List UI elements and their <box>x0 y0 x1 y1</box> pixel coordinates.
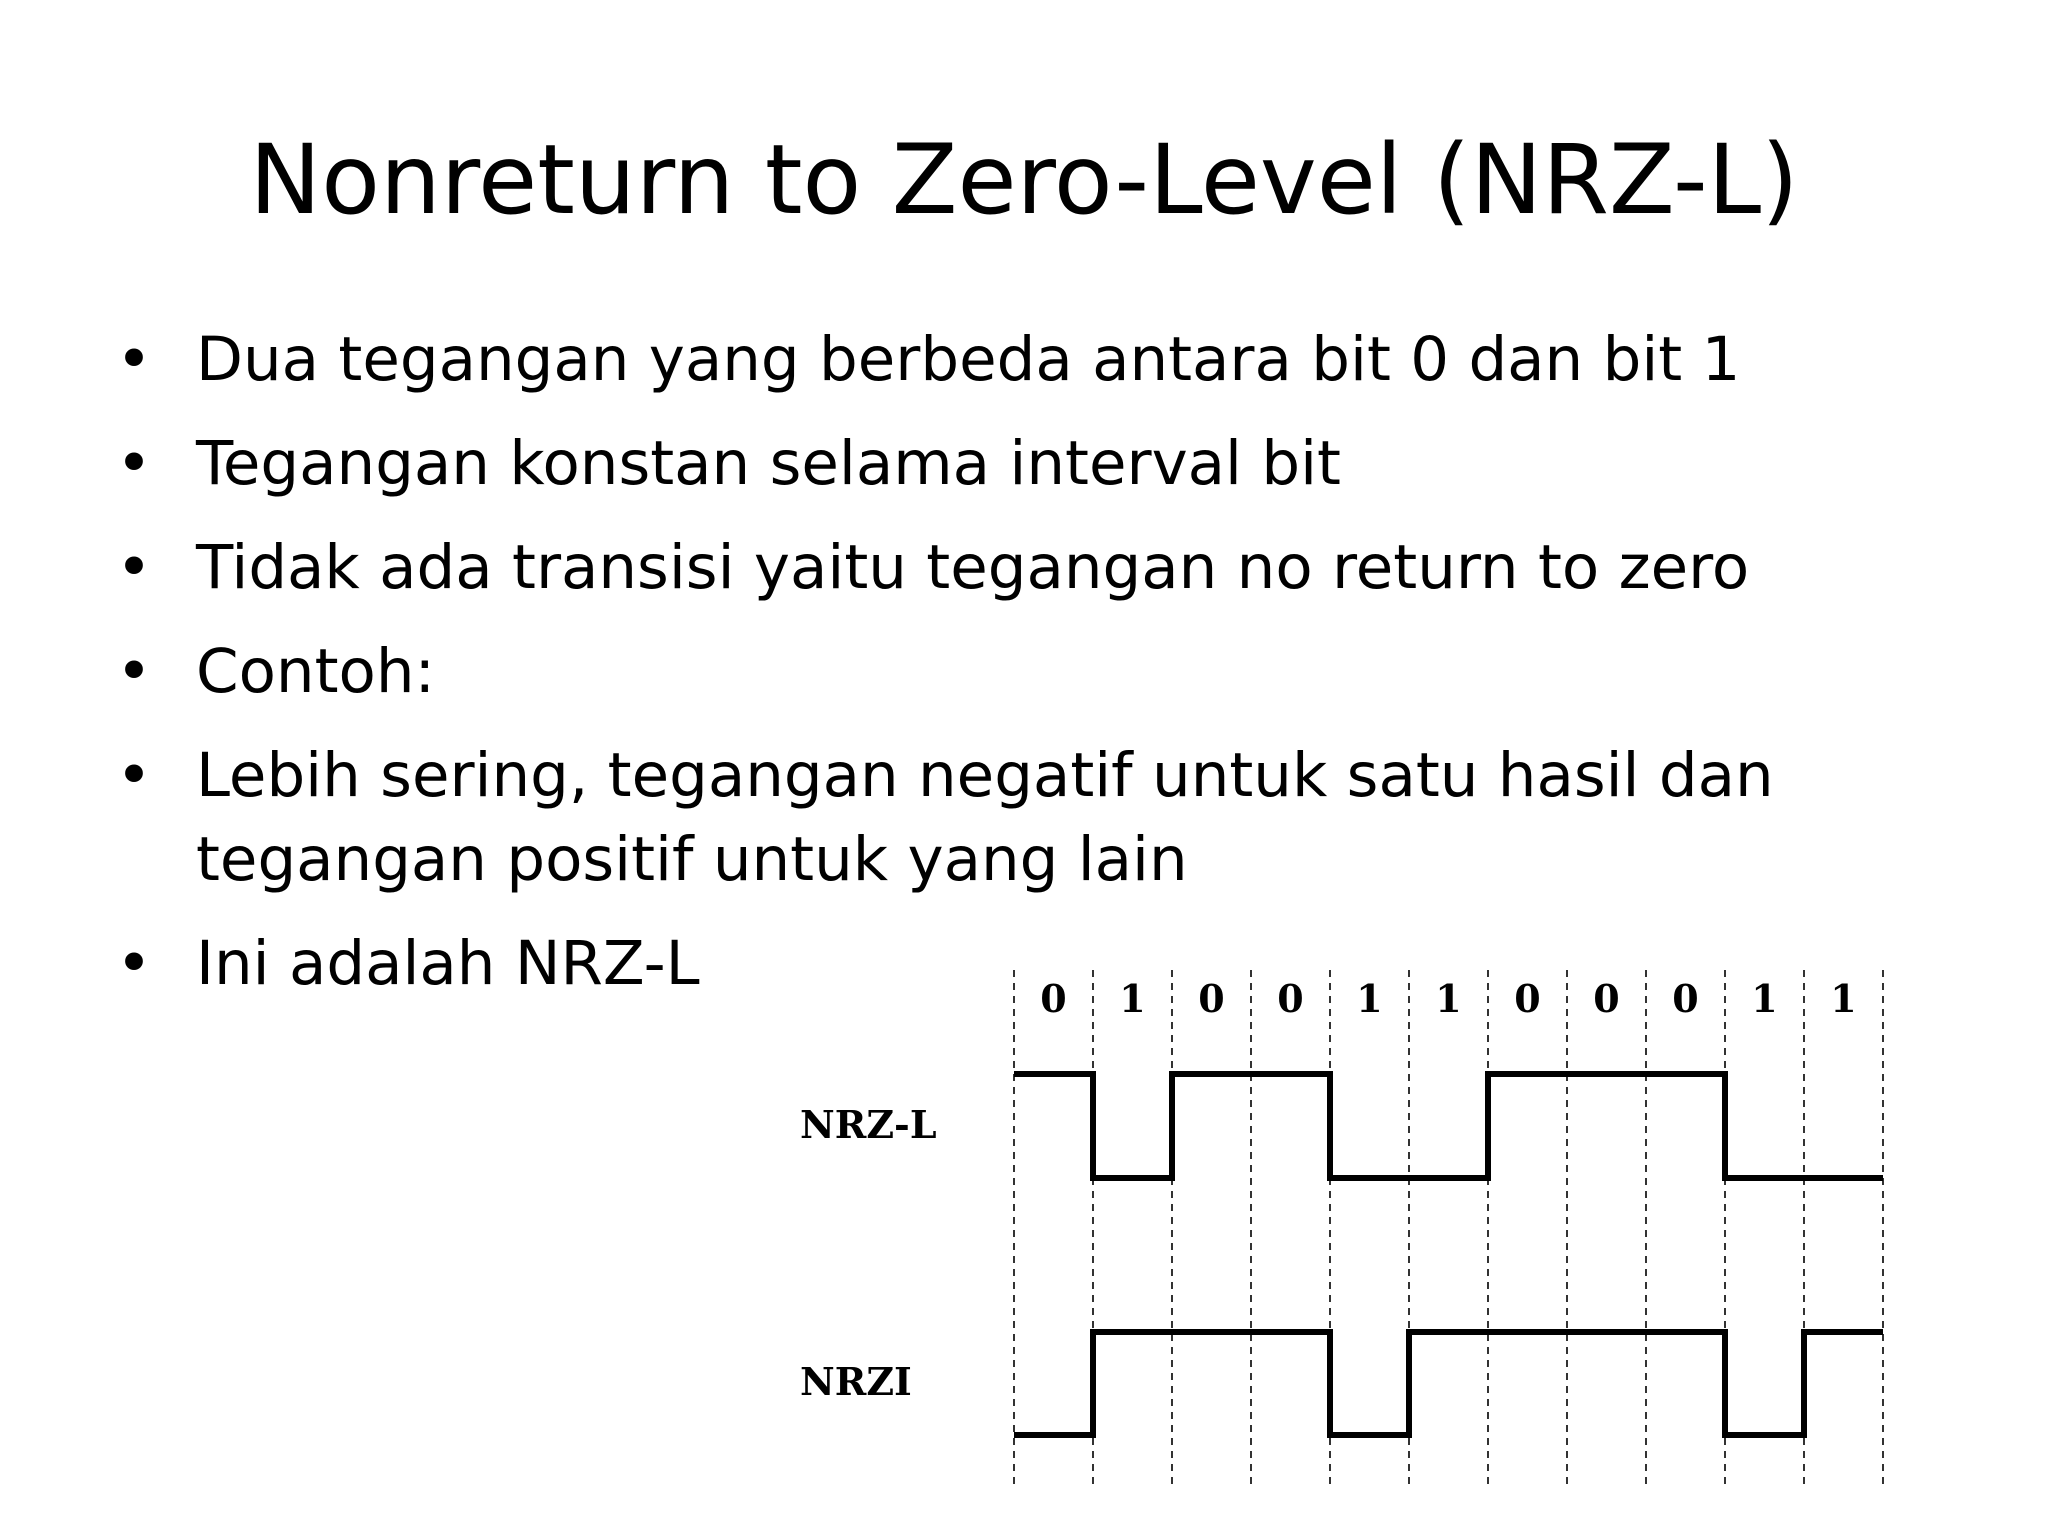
bit-label: 1 <box>1830 976 1857 1021</box>
bullet-text: Tegangan konstan selama interval bit <box>196 428 1341 499</box>
bit-label: 1 <box>1356 976 1383 1021</box>
bit-label: 0 <box>1277 976 1304 1021</box>
bullet-item <box>112 422 1932 506</box>
bullet-item <box>112 526 1932 610</box>
signal-label: NRZ-L <box>800 1102 937 1147</box>
signal-label: NRZI <box>800 1359 912 1404</box>
bullet-text: Tidak ada transisi yaitu tegangan no return to zero <box>196 532 1750 603</box>
bullet-dot: • <box>116 928 152 999</box>
bit-label: 1 <box>1751 976 1778 1021</box>
bullet-item <box>112 734 1932 902</box>
bullet-text: Contoh: <box>196 636 436 707</box>
bullet-item <box>112 318 1932 402</box>
bullet-list <box>112 318 1932 1026</box>
bit-label: 0 <box>1514 976 1541 1021</box>
signal-waveform <box>1014 1332 1883 1435</box>
bit-label: 1 <box>1119 976 1146 1021</box>
bullet-text: Dua tegangan yang berbeda antara bit 0 dan bit 1 <box>196 324 1741 395</box>
waveform-svg <box>760 960 1910 1500</box>
bullet-dot: • <box>116 324 152 395</box>
bullet-item <box>112 630 1932 714</box>
bit-label: 0 <box>1672 976 1699 1021</box>
bullet-text: Ini adalah NRZ-L <box>196 928 700 999</box>
bullet-dot: • <box>116 532 152 603</box>
bit-label: 1 <box>1435 976 1462 1021</box>
bit-label: 0 <box>1198 976 1225 1021</box>
slide-title: Nonreturn to Zero-Level (NRZ-L) <box>249 124 1799 236</box>
signal-waveform <box>1014 1074 1883 1178</box>
bullet-text: Lebih sering, tegangan negatif untuk satu hasil dan tegangan positif untuk yang lain <box>196 740 1774 895</box>
bullet-dot: • <box>116 740 152 811</box>
bit-label: 0 <box>1040 976 1067 1021</box>
bullet-dot: • <box>116 636 152 707</box>
bit-label: 0 <box>1593 976 1620 1021</box>
bullet-dot: • <box>116 428 152 499</box>
nrz-waveform-diagram <box>760 960 1910 1500</box>
